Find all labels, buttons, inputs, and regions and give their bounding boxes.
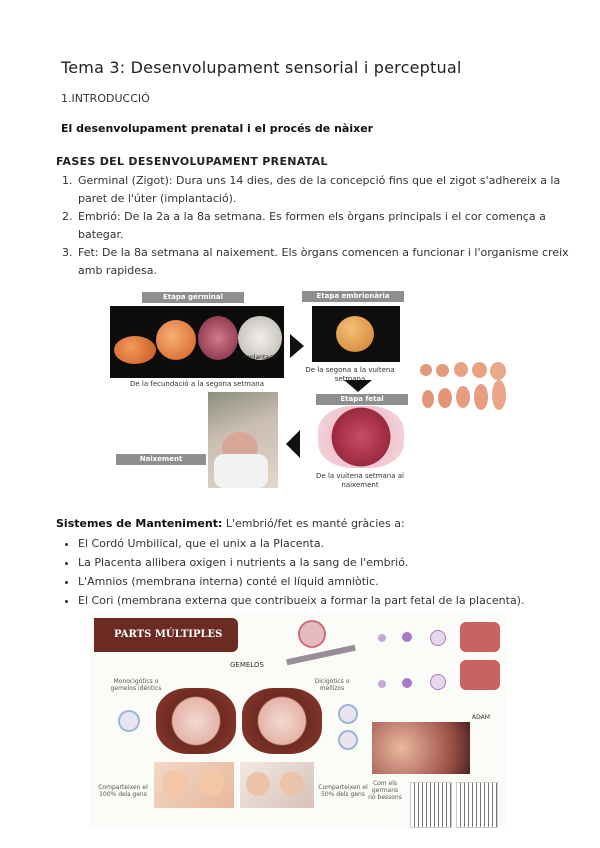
arrow-left-icon [286,430,300,458]
identical-twins-photo [154,762,234,808]
karyotype-image [410,782,452,828]
label-germinal: Etapa germinal [142,292,244,303]
phases-list [56,172,576,280]
zygote-icon [338,704,358,724]
gemelos-label: GEMELOS [230,661,264,669]
caption-germinal: De la fecundació a la segona setmana [129,380,265,388]
dizygotic-uterus-image [242,688,322,754]
arrow-right-icon [290,334,304,358]
sistemes-intro [56,517,405,530]
label-fetal: Etapa fetal [316,394,408,405]
section-heading: 1.INTRODUCCIÓ [61,92,150,105]
phases-heading: FASES DEL DESENVOLUPAMENT PRENATAL [56,155,328,168]
prenatal-stages-figure [106,288,510,494]
mono-label: Monocigòtics o gemelos idèntics [110,678,162,692]
list-item: • El Cori (membrana externa que contribueix a formar la part fetal de la placenta). [78,591,598,610]
list-item: 2. Embrió: De la 2a a la 8a setmana. Es formen els òrgans principals i el cor comença a bategar. [76,208,576,244]
siblings-label: Com els germans no bessons [368,780,402,801]
implantation-label: Implantació [242,354,278,361]
sistemes-text: L'embrió/fet es manté gràcies a: [222,517,405,530]
list-item: • El Cordó Umbilical, que el unix a la Placenta. [78,534,598,553]
zygote-icon [338,730,358,750]
embryo-image [312,306,400,362]
share-50-label: Comparteixen el 50% dels gens [318,784,368,798]
subheading: El desenvolupament prenatal i el procés de nàixer [61,122,374,135]
fraternal-twins-photo [240,762,314,808]
twin-fetuses-photo [372,722,470,774]
fertilization-diagram [280,616,360,674]
karyotype-image [456,782,498,828]
arrow-down-icon [344,380,372,392]
adam-logo: ADAM [472,714,490,721]
fetal-image [318,406,404,468]
list-item: 3. Fet: De la 8a setmana al naixement. Els òrgans comencen a funcionar i l'organisme creix amb rapidesa. [76,244,576,280]
zygote-icon [118,710,140,732]
newborn-image [208,392,278,488]
list-item: • La Placenta allibera oxigen i nutrients a la sang de l'embrió. [78,553,598,572]
label-naixement: Naixement [116,454,206,465]
monozygotic-uterus-image [156,688,236,754]
multiple-births-figure [90,612,506,828]
share-100-label: Comparteixen el 100% dels gens [98,784,148,798]
caption-embrionaria: De la segona a la vuitena setmana [305,366,395,383]
label-embrionaria: Etapa embrionària [302,291,404,302]
page-title: Tema 3: Desenvolupament sensorial i perceptual [61,58,462,77]
sistemes-label: Sistemes de Manteniment: [56,517,223,530]
germinal-image [110,306,284,378]
fetus-sequence-image [418,362,508,418]
caption-fetal: De la vuitena setmana al naixement [316,472,404,489]
sistemes-list [56,534,598,610]
parts-multiples-header: PARTS MÚLTIPLES [94,618,238,652]
twin-development-diagram [374,616,504,722]
di-label: Dicigòtics o mellizos [314,678,350,692]
list-item: • L'Amnios (membrana interna) conté el líquid amniòtic. [78,572,598,591]
list-item: 1. Germinal (Zigot): Dura uns 14 dies, des de la concepció fins que el zigot s'adhereix a la paret de l'úter (implantació). [76,172,576,208]
